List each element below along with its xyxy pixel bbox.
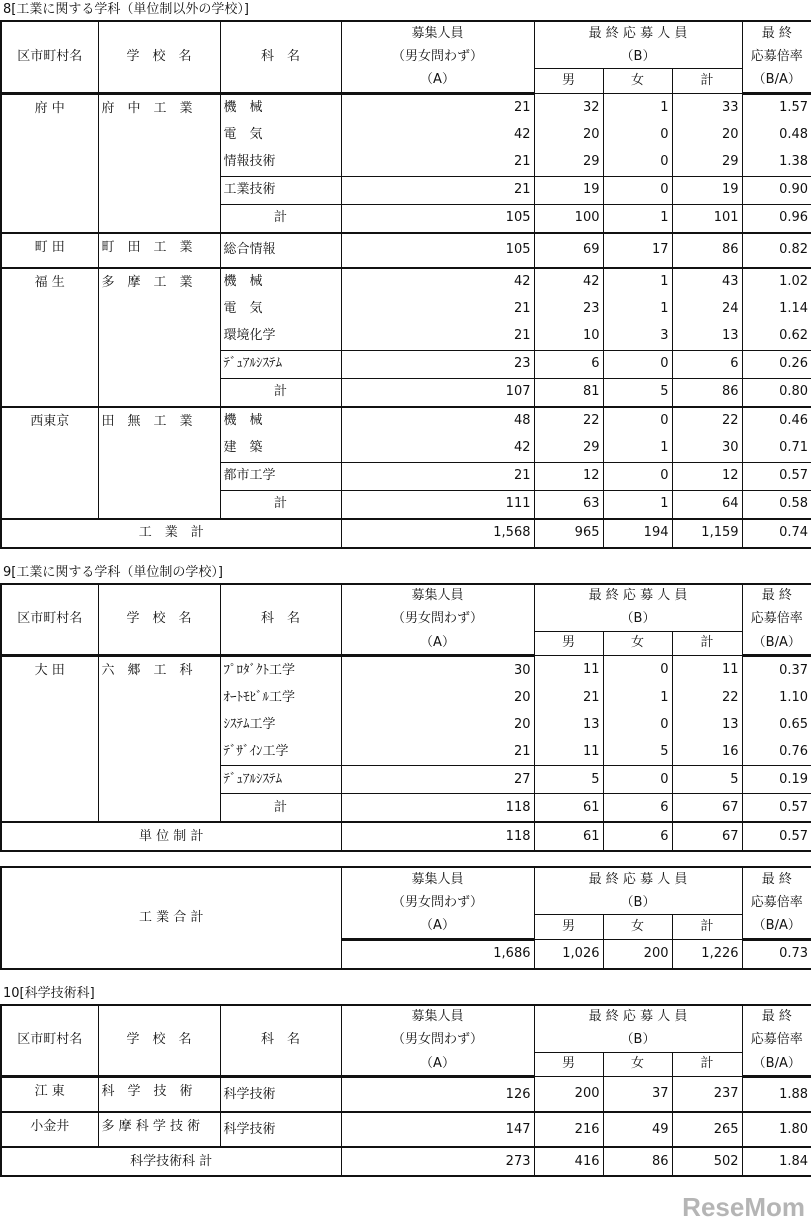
quota-value: 21 bbox=[341, 149, 534, 177]
female-value: 0 bbox=[603, 656, 672, 685]
total-header: 計 bbox=[672, 631, 742, 656]
quota-value: 20 bbox=[341, 711, 534, 738]
rate-label: 応募倍率 bbox=[742, 45, 811, 69]
subtotal-label: 計 bbox=[220, 204, 341, 233]
applicants-header: 最 終 応 募 人 員 bbox=[534, 867, 742, 891]
district-name: 福 生 bbox=[1, 268, 98, 407]
male-header: 男 bbox=[534, 631, 603, 656]
female-value: 194 bbox=[603, 519, 672, 548]
rate-value: 0.76 bbox=[742, 738, 811, 766]
female-header: 女 bbox=[603, 69, 672, 94]
male-value: 32 bbox=[534, 93, 603, 122]
course-name: ｼｽﾃﾑ工学 bbox=[220, 711, 341, 738]
quota-header: 募集人員 bbox=[341, 584, 534, 608]
total-header: 計 bbox=[672, 915, 742, 940]
grand-total-label: 工 業 合 計 bbox=[1, 867, 341, 969]
total-value: 22 bbox=[672, 407, 742, 435]
district-name: 大 田 bbox=[1, 656, 98, 823]
male-value: 1,026 bbox=[534, 939, 603, 969]
quota-value: 1,686 bbox=[341, 939, 534, 969]
male-value: 63 bbox=[534, 490, 603, 519]
course-name: 機 械 bbox=[220, 93, 341, 122]
table-row bbox=[1, 93, 811, 122]
rate-label: 応募倍率 bbox=[742, 891, 811, 915]
course-name: 科学技術 bbox=[220, 1077, 341, 1113]
rate-value: 1.10 bbox=[742, 684, 811, 711]
quota-header: 募集人員 bbox=[341, 1005, 534, 1029]
total-value: 30 bbox=[672, 435, 742, 463]
district-name: 小金井 bbox=[1, 1112, 98, 1147]
male-value: 29 bbox=[534, 149, 603, 177]
male-value: 13 bbox=[534, 711, 603, 738]
male-header: 男 bbox=[534, 69, 603, 94]
quota-note: （男女問わず） bbox=[341, 1029, 534, 1053]
total-row bbox=[1, 519, 811, 548]
course-name: 機 械 bbox=[220, 407, 341, 435]
total-value: 6 bbox=[672, 350, 742, 378]
school-name: 科 学 技 術 bbox=[98, 1077, 220, 1113]
district-name: 西東京 bbox=[1, 407, 98, 519]
male-value: 6 bbox=[534, 350, 603, 378]
female-value: 0 bbox=[603, 407, 672, 435]
rate-value: 0.58 bbox=[742, 490, 811, 519]
table-row bbox=[1, 407, 811, 435]
district-name: 町 田 bbox=[1, 233, 98, 268]
course-name: ﾌﾟﾛﾀﾞｸﾄ工学 bbox=[220, 656, 341, 685]
quota-value: 42 bbox=[341, 122, 534, 149]
female-value: 86 bbox=[603, 1147, 672, 1176]
quota-value: 21 bbox=[341, 462, 534, 490]
quota-value: 20 bbox=[341, 684, 534, 711]
female-value: 200 bbox=[603, 939, 672, 969]
quota-header: 募集人員 bbox=[341, 21, 534, 45]
quota-value: 42 bbox=[341, 268, 534, 296]
course-name: 環境化学 bbox=[220, 323, 341, 351]
rate-value: 0.62 bbox=[742, 323, 811, 351]
quota-unit: （A） bbox=[341, 69, 534, 94]
rate-value: 0.71 bbox=[742, 435, 811, 463]
section-title: 9[工業に関する学科（単位制の学校）] bbox=[3, 564, 223, 580]
rate-label: 応募倍率 bbox=[742, 608, 811, 632]
rate-value: 0.82 bbox=[742, 233, 811, 268]
subtotal-label: 計 bbox=[220, 378, 341, 407]
rate-label: 応募倍率 bbox=[742, 1029, 811, 1053]
male-value: 81 bbox=[534, 378, 603, 407]
rate-value: 0.48 bbox=[742, 122, 811, 149]
quota-note: （男女問わず） bbox=[341, 45, 534, 69]
male-value: 10 bbox=[534, 323, 603, 351]
female-value: 1 bbox=[603, 268, 672, 296]
quota-value: 111 bbox=[341, 490, 534, 519]
table-row bbox=[1, 656, 811, 685]
watermark-logo: ReseMom bbox=[682, 1192, 805, 1222]
quota-value: 126 bbox=[341, 1077, 534, 1113]
course-name: 科学技術 bbox=[220, 1112, 341, 1147]
subtotal-label: 計 bbox=[220, 490, 341, 519]
quota-value: 27 bbox=[341, 766, 534, 794]
district-header: 区市町村名 bbox=[1, 584, 98, 656]
total-label: 工 業 計 bbox=[1, 519, 341, 548]
quota-value: 30 bbox=[341, 656, 534, 685]
rate-value: 1.84 bbox=[742, 1147, 811, 1176]
rate-value: 0.90 bbox=[742, 176, 811, 204]
applicants-note: （B） bbox=[534, 608, 742, 632]
rate-value: 0.57 bbox=[742, 794, 811, 823]
district-name: 江 東 bbox=[1, 1077, 98, 1113]
total-value: 22 bbox=[672, 684, 742, 711]
female-value: 6 bbox=[603, 822, 672, 851]
course-name: 情報技術 bbox=[220, 149, 341, 177]
total-value: 43 bbox=[672, 268, 742, 296]
district-header: 区市町村名 bbox=[1, 1005, 98, 1077]
applicants-table bbox=[0, 583, 811, 853]
school-header: 学 校 名 bbox=[98, 584, 220, 656]
course-header: 科 名 bbox=[220, 21, 341, 93]
quota-unit: （A） bbox=[341, 915, 534, 940]
quota-value: 21 bbox=[341, 738, 534, 766]
table-row bbox=[1, 233, 811, 268]
grand-total-table bbox=[0, 866, 811, 970]
rate-header: 最 終 bbox=[742, 867, 811, 891]
female-value: 1 bbox=[603, 296, 672, 323]
total-value: 16 bbox=[672, 738, 742, 766]
course-name: 電 気 bbox=[220, 122, 341, 149]
table-row bbox=[1, 268, 811, 296]
quota-value: 147 bbox=[341, 1112, 534, 1147]
male-value: 416 bbox=[534, 1147, 603, 1176]
school-name: 多 摩 工 業 bbox=[98, 268, 220, 407]
quota-value: 23 bbox=[341, 350, 534, 378]
rate-value: 1.57 bbox=[742, 93, 811, 122]
female-value: 1 bbox=[603, 93, 672, 122]
subtotal-label: 計 bbox=[220, 794, 341, 823]
female-header: 女 bbox=[603, 631, 672, 656]
total-value: 24 bbox=[672, 296, 742, 323]
rate-unit: （B/A） bbox=[742, 915, 811, 940]
female-value: 3 bbox=[603, 323, 672, 351]
course-name: ﾃﾞｭｱﾙｼｽﾃﾑ bbox=[220, 766, 341, 794]
course-name: 工業技術 bbox=[220, 176, 341, 204]
rate-value: 1.80 bbox=[742, 1112, 811, 1147]
quota-value: 107 bbox=[341, 378, 534, 407]
rate-header: 最 終 bbox=[742, 21, 811, 45]
rate-header: 最 終 bbox=[742, 584, 811, 608]
applicants-note: （B） bbox=[534, 1029, 742, 1053]
female-value: 0 bbox=[603, 176, 672, 204]
total-label: 単 位 制 計 bbox=[1, 822, 341, 851]
quota-value: 42 bbox=[341, 435, 534, 463]
female-value: 49 bbox=[603, 1112, 672, 1147]
total-value: 1,159 bbox=[672, 519, 742, 548]
male-value: 200 bbox=[534, 1077, 603, 1113]
district-name: 府 中 bbox=[1, 93, 98, 233]
male-value: 23 bbox=[534, 296, 603, 323]
quota-value: 1,568 bbox=[341, 519, 534, 548]
rate-value: 0.73 bbox=[742, 939, 811, 969]
course-header: 科 名 bbox=[220, 584, 341, 656]
male-value: 69 bbox=[534, 233, 603, 268]
course-name: ﾃﾞｭｱﾙｼｽﾃﾑ bbox=[220, 350, 341, 378]
rate-value: 0.46 bbox=[742, 407, 811, 435]
female-value: 0 bbox=[603, 462, 672, 490]
female-header: 女 bbox=[603, 915, 672, 940]
male-value: 965 bbox=[534, 519, 603, 548]
quota-value: 21 bbox=[341, 93, 534, 122]
quota-value: 21 bbox=[341, 176, 534, 204]
applicants-header: 最 終 応 募 人 員 bbox=[534, 584, 742, 608]
total-value: 19 bbox=[672, 176, 742, 204]
rate-unit: （B/A） bbox=[742, 69, 811, 94]
total-value: 29 bbox=[672, 149, 742, 177]
total-value: 237 bbox=[672, 1077, 742, 1113]
male-value: 100 bbox=[534, 204, 603, 233]
rate-value: 0.96 bbox=[742, 204, 811, 233]
applicants-note: （B） bbox=[534, 891, 742, 915]
quota-unit: （A） bbox=[341, 1052, 534, 1077]
school-name: 府 中 工 業 bbox=[98, 93, 220, 233]
female-value: 37 bbox=[603, 1077, 672, 1113]
school-name: 多 摩 科 学 技 術 bbox=[98, 1112, 220, 1147]
female-value: 5 bbox=[603, 378, 672, 407]
school-name: 町 田 工 業 bbox=[98, 233, 220, 268]
rate-unit: （B/A） bbox=[742, 1052, 811, 1077]
rate-value: 0.74 bbox=[742, 519, 811, 548]
rate-header: 最 終 bbox=[742, 1005, 811, 1029]
course-name: ｵｰﾄﾓﾋﾞﾙ工学 bbox=[220, 684, 341, 711]
section-title: 8[工業に関する学科（単位制以外の学校）] bbox=[3, 2, 249, 17]
rate-unit: （B/A） bbox=[742, 631, 811, 656]
rate-value: 0.57 bbox=[742, 462, 811, 490]
rate-value: 0.65 bbox=[742, 711, 811, 738]
applicants-note: （B） bbox=[534, 45, 742, 69]
total-value: 67 bbox=[672, 822, 742, 851]
total-value: 265 bbox=[672, 1112, 742, 1147]
male-value: 21 bbox=[534, 684, 603, 711]
total-value: 502 bbox=[672, 1147, 742, 1176]
total-row bbox=[1, 1147, 811, 1176]
applicants-table bbox=[0, 20, 811, 549]
male-value: 11 bbox=[534, 738, 603, 766]
rate-value: 0.19 bbox=[742, 766, 811, 794]
rate-value: 1.02 bbox=[742, 268, 811, 296]
rate-value: 0.80 bbox=[742, 378, 811, 407]
female-value: 17 bbox=[603, 233, 672, 268]
total-value: 13 bbox=[672, 711, 742, 738]
school-name: 六 郷 工 科 bbox=[98, 656, 220, 823]
table-row bbox=[1, 1112, 811, 1147]
total-value: 101 bbox=[672, 204, 742, 233]
total-value: 67 bbox=[672, 794, 742, 823]
quota-value: 273 bbox=[341, 1147, 534, 1176]
quota-unit: （A） bbox=[341, 631, 534, 656]
male-header: 男 bbox=[534, 915, 603, 940]
district-header: 区市町村名 bbox=[1, 21, 98, 93]
quota-header: 募集人員 bbox=[341, 867, 534, 891]
rate-value: 1.14 bbox=[742, 296, 811, 323]
total-value: 86 bbox=[672, 233, 742, 268]
male-value: 61 bbox=[534, 822, 603, 851]
table-row bbox=[1, 1077, 811, 1113]
quota-value: 118 bbox=[341, 822, 534, 851]
rate-value: 0.37 bbox=[742, 656, 811, 685]
applicants-header: 最 終 応 募 人 員 bbox=[534, 21, 742, 45]
quota-note: （男女問わず） bbox=[341, 891, 534, 915]
female-value: 0 bbox=[603, 149, 672, 177]
male-value: 22 bbox=[534, 407, 603, 435]
female-value: 0 bbox=[603, 766, 672, 794]
total-value: 5 bbox=[672, 766, 742, 794]
course-name: 都市工学 bbox=[220, 462, 341, 490]
quota-value: 48 bbox=[341, 407, 534, 435]
course-name: 建 築 bbox=[220, 435, 341, 463]
quota-value: 105 bbox=[341, 204, 534, 233]
total-value: 1,226 bbox=[672, 939, 742, 969]
male-value: 19 bbox=[534, 176, 603, 204]
rate-value: 0.26 bbox=[742, 350, 811, 378]
male-value: 42 bbox=[534, 268, 603, 296]
male-value: 29 bbox=[534, 435, 603, 463]
quota-value: 105 bbox=[341, 233, 534, 268]
total-label: 科学技術科 計 bbox=[1, 1147, 341, 1176]
female-header: 女 bbox=[603, 1052, 672, 1077]
applicants-table bbox=[0, 1004, 811, 1178]
course-name: 機 械 bbox=[220, 268, 341, 296]
total-value: 12 bbox=[672, 462, 742, 490]
male-value: 12 bbox=[534, 462, 603, 490]
school-header: 学 校 名 bbox=[98, 1005, 220, 1077]
rate-value: 1.88 bbox=[742, 1077, 811, 1113]
female-value: 1 bbox=[603, 684, 672, 711]
female-value: 5 bbox=[603, 738, 672, 766]
applicants-header: 最 終 応 募 人 員 bbox=[534, 1005, 742, 1029]
section-title: 10[科学技術科] bbox=[3, 985, 95, 1001]
total-value: 13 bbox=[672, 323, 742, 351]
school-name: 田 無 工 業 bbox=[98, 407, 220, 519]
total-value: 64 bbox=[672, 490, 742, 519]
quota-value: 21 bbox=[341, 296, 534, 323]
male-value: 61 bbox=[534, 794, 603, 823]
male-value: 11 bbox=[534, 656, 603, 685]
total-header: 計 bbox=[672, 1052, 742, 1077]
female-value: 0 bbox=[603, 350, 672, 378]
female-value: 1 bbox=[603, 435, 672, 463]
quota-value: 21 bbox=[341, 323, 534, 351]
male-value: 216 bbox=[534, 1112, 603, 1147]
female-value: 1 bbox=[603, 490, 672, 519]
female-value: 6 bbox=[603, 794, 672, 823]
male-header: 男 bbox=[534, 1052, 603, 1077]
female-value: 0 bbox=[603, 711, 672, 738]
female-value: 0 bbox=[603, 122, 672, 149]
total-header: 計 bbox=[672, 69, 742, 94]
rate-value: 0.57 bbox=[742, 822, 811, 851]
course-name: 電 気 bbox=[220, 296, 341, 323]
female-value: 1 bbox=[603, 204, 672, 233]
quota-note: （男女問わず） bbox=[341, 608, 534, 632]
total-row bbox=[1, 822, 811, 851]
total-value: 33 bbox=[672, 93, 742, 122]
course-name: 総合情報 bbox=[220, 233, 341, 268]
total-value: 11 bbox=[672, 656, 742, 685]
total-value: 20 bbox=[672, 122, 742, 149]
male-value: 20 bbox=[534, 122, 603, 149]
male-value: 5 bbox=[534, 766, 603, 794]
rate-value: 1.38 bbox=[742, 149, 811, 177]
total-value: 86 bbox=[672, 378, 742, 407]
quota-value: 118 bbox=[341, 794, 534, 823]
school-header: 学 校 名 bbox=[98, 21, 220, 93]
course-header: 科 名 bbox=[220, 1005, 341, 1077]
course-name: ﾃﾞｻﾞｲﾝ工学 bbox=[220, 738, 341, 766]
